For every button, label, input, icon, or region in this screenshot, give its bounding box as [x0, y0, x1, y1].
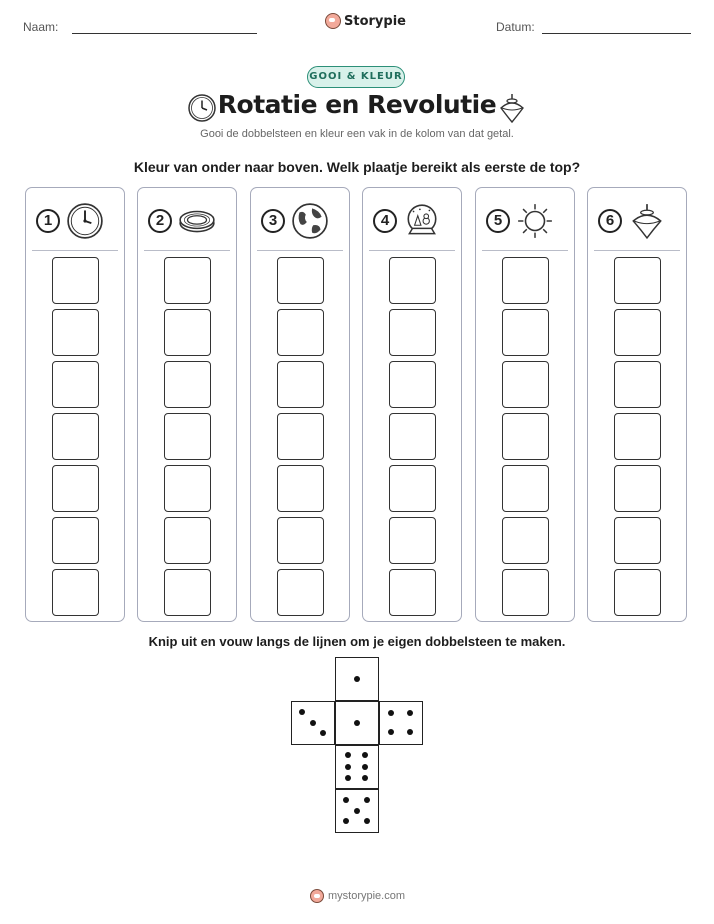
subtitle: Gooi de dobbelsteen en kleur een vak in de kolom van dat getal. — [200, 128, 514, 140]
color-cell[interactable] — [52, 517, 99, 564]
color-cell[interactable] — [502, 517, 549, 564]
clock-icon — [66, 202, 104, 240]
column-1 — [25, 187, 125, 622]
color-cell[interactable] — [502, 361, 549, 408]
spinning-top-icon — [628, 202, 666, 240]
color-cell[interactable] — [52, 569, 99, 616]
die-pip — [343, 797, 349, 803]
column-number: 1 — [36, 209, 60, 233]
column-number: 3 — [261, 209, 285, 233]
column-number: 5 — [486, 209, 510, 233]
die-pip — [407, 729, 413, 735]
instruction-cut: Knip uit en vouw langs de lijnen om je eigen dobbelsteen te maken. — [148, 634, 566, 649]
die-pip — [345, 752, 351, 758]
color-cell[interactable] — [164, 465, 211, 512]
date-line[interactable] — [542, 33, 691, 34]
column-header — [148, 202, 216, 240]
color-cell[interactable] — [164, 413, 211, 460]
sun-icon — [516, 202, 554, 240]
column-3 — [250, 187, 350, 622]
die-pip — [354, 720, 360, 726]
die-pip — [364, 818, 370, 824]
die-face-4 — [379, 701, 423, 745]
column-divider — [32, 250, 118, 251]
brand-logo — [325, 13, 406, 29]
page-title: Rotatie en Revolutie — [217, 90, 497, 119]
color-cell[interactable] — [614, 517, 661, 564]
color-cell[interactable] — [164, 257, 211, 304]
die-pip — [345, 764, 351, 770]
color-cell[interactable] — [164, 309, 211, 356]
die-pip — [407, 710, 413, 716]
die-pip — [354, 808, 360, 814]
column-header — [36, 202, 104, 240]
column-2 — [137, 187, 237, 622]
die-pip — [362, 752, 368, 758]
color-cell[interactable] — [52, 361, 99, 408]
color-cell[interactable] — [277, 413, 324, 460]
storypie-logo-icon — [325, 13, 341, 29]
color-cell[interactable] — [614, 413, 661, 460]
color-cell[interactable] — [614, 309, 661, 356]
color-cell[interactable] — [277, 465, 324, 512]
color-cell[interactable] — [614, 465, 661, 512]
spinning-top-icon — [497, 92, 527, 124]
die-pip — [299, 709, 305, 715]
color-cell[interactable] — [389, 361, 436, 408]
die-face-3 — [291, 701, 335, 745]
column-divider — [257, 250, 343, 251]
die-pip — [343, 818, 349, 824]
brand-name: Storypie — [344, 13, 406, 29]
column-divider — [144, 250, 230, 251]
color-cell[interactable] — [502, 569, 549, 616]
globe-icon — [291, 202, 329, 240]
column-header — [598, 202, 666, 240]
color-cell[interactable] — [389, 257, 436, 304]
column-number: 4 — [373, 209, 397, 233]
color-cell[interactable] — [52, 257, 99, 304]
column-number: 2 — [148, 209, 172, 233]
color-cell[interactable] — [164, 569, 211, 616]
column-divider — [482, 250, 568, 251]
die-pip — [362, 764, 368, 770]
footer-url[interactable]: mystorypie.com — [328, 890, 406, 902]
name-label: Naam: — [23, 20, 59, 34]
column-4 — [362, 187, 462, 622]
color-cell[interactable] — [277, 517, 324, 564]
die-pip — [345, 775, 351, 781]
storypie-logo-icon — [310, 889, 324, 903]
name-line[interactable] — [72, 33, 257, 34]
color-cell[interactable] — [277, 309, 324, 356]
date-label: Datum: — [496, 20, 535, 34]
die-pip — [388, 729, 394, 735]
category-badge: GOOI & KLEUR — [307, 66, 405, 88]
column-header — [261, 202, 329, 240]
column-divider — [369, 250, 455, 251]
color-cell[interactable] — [389, 465, 436, 512]
die-face-5 — [335, 789, 379, 833]
color-cell[interactable] — [614, 569, 661, 616]
color-cell[interactable] — [389, 309, 436, 356]
color-cell[interactable] — [164, 517, 211, 564]
column-header — [373, 202, 441, 240]
die-face-6 — [335, 745, 379, 789]
color-cell[interactable] — [164, 361, 211, 408]
color-cell[interactable] — [502, 257, 549, 304]
color-cell[interactable] — [502, 413, 549, 460]
die-pip — [388, 710, 394, 716]
instruction-color: Kleur van onder naar boven. Welk plaatje bereikt als eerste de top? — [133, 159, 581, 175]
die-pip — [364, 797, 370, 803]
color-cell[interactable] — [389, 517, 436, 564]
color-cell[interactable] — [502, 465, 549, 512]
snow-globe-icon — [403, 202, 441, 240]
color-cell[interactable] — [389, 413, 436, 460]
die-face-1 — [335, 701, 379, 745]
color-cell[interactable] — [277, 257, 324, 304]
column-6 — [587, 187, 687, 622]
column-number: 6 — [598, 209, 622, 233]
column-header — [486, 202, 554, 240]
column-5 — [475, 187, 575, 622]
color-cell[interactable] — [389, 569, 436, 616]
color-cell[interactable] — [502, 309, 549, 356]
footer — [310, 889, 405, 903]
die-pip — [320, 730, 326, 736]
color-cell[interactable] — [52, 465, 99, 512]
color-cell[interactable] — [52, 413, 99, 460]
color-cell[interactable] — [52, 309, 99, 356]
die-face-1 — [335, 657, 379, 701]
die-pip — [362, 775, 368, 781]
die-pip — [310, 720, 316, 726]
color-cell[interactable] — [277, 569, 324, 616]
color-cell[interactable] — [614, 257, 661, 304]
color-cell[interactable] — [614, 361, 661, 408]
column-divider — [594, 250, 680, 251]
ring-disc-icon — [178, 202, 216, 240]
die-pip — [354, 676, 360, 682]
color-cell[interactable] — [277, 361, 324, 408]
